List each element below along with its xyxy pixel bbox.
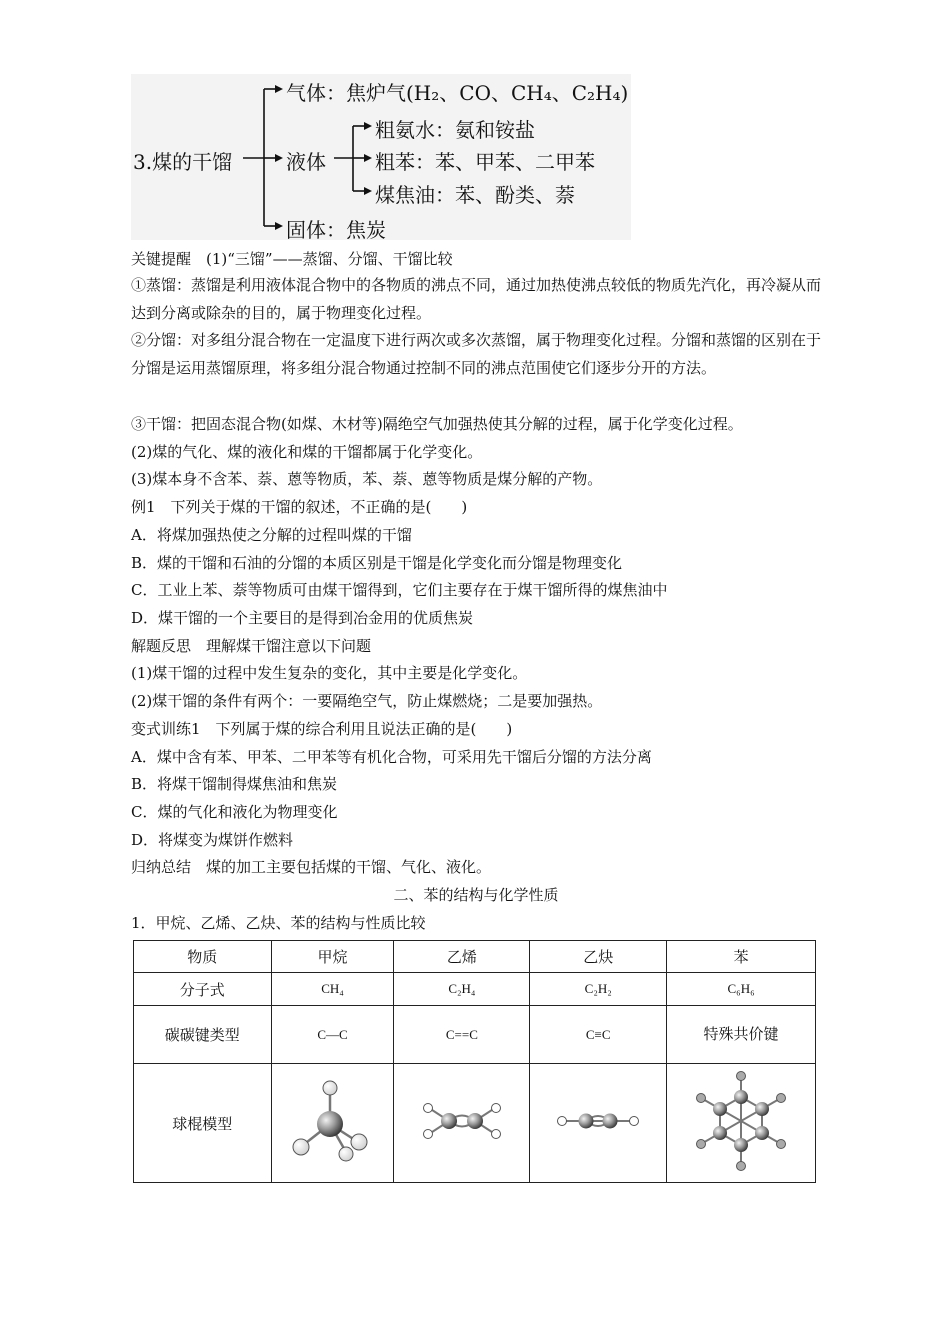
comparison-table bbox=[133, 940, 816, 1183]
table-header-cell: 甲烷 bbox=[271, 941, 394, 973]
table-header-cell: 苯 bbox=[667, 941, 816, 973]
example-question: 例1 下列关于煤的干馏的叙述，不正确的是( ) bbox=[131, 498, 468, 516]
diagram-liquid: 液体 bbox=[286, 150, 326, 174]
exercise-option: B．将煤干馏制得煤焦油和焦炭 bbox=[131, 775, 338, 793]
diagram-liquid-item: 粗氨水：氨和铵盐 bbox=[375, 118, 535, 142]
exercise-option: D．将煤变为煤饼作燃料 bbox=[131, 831, 294, 849]
tips-paragraph: ②分馏：对多组分混合物在一定温度下进行两次或多次蒸馏，属于物理变化过程。分馏和蒸馏的区别在于分馏是运用蒸馏原理，将多组分混合物通过控制不同的沸点范围使它们逐步分开的方法。 bbox=[131, 331, 822, 377]
acetylene-model-icon bbox=[553, 1101, 643, 1141]
summary: 归纳总结 煤的加工主要包括煤的干馏、气化、液化。 bbox=[131, 858, 492, 876]
table-header-cell: 乙烯 bbox=[394, 941, 530, 973]
table-header-cell: 乙炔 bbox=[530, 941, 667, 973]
diagram-solid: 固体：焦炭 bbox=[286, 218, 386, 242]
diagram-liquid-item: 粗苯：苯、甲苯、二甲苯 bbox=[375, 150, 595, 174]
reflection-item: (2)煤干馏的条件有两个：一要隔绝空气，防止煤燃烧；二是要加强热。 bbox=[131, 692, 603, 710]
row-label: 分子式 bbox=[134, 973, 272, 1006]
methane-model-icon bbox=[288, 1076, 378, 1166]
tips-title: 关键提醒 (1)“三馏”——蒸馏、分馏、干馏比较 bbox=[131, 250, 453, 268]
example-option: C．工业上苯、萘等物质可由煤干馏得到，它们主要存在于煤干馏所得的煤焦油中 bbox=[131, 581, 668, 599]
bond-cell: C==C bbox=[394, 1006, 530, 1064]
ethylene-model-icon bbox=[417, 1096, 507, 1146]
bond-cell: C≡C bbox=[530, 1006, 667, 1064]
table-row bbox=[134, 1006, 816, 1064]
example-option: A．将煤加强热使之分解的过程叫煤的干馏 bbox=[131, 526, 412, 544]
tips-paragraph: (2)煤的气化、煤的液化和煤的干馏都属于化学变化。 bbox=[131, 443, 483, 461]
exercise-option: C．煤的气化和液化为物理变化 bbox=[131, 803, 338, 821]
section-title: 二、苯的结构与化学性质 bbox=[393, 886, 559, 904]
model-cell bbox=[394, 1064, 530, 1183]
comparison-title: 1．甲烷、乙烯、乙炔、苯的结构与性质比较 bbox=[131, 914, 426, 932]
formula-cell: C₆H₆ bbox=[667, 973, 816, 1006]
reflection-title: 解题反思 理解煤干馏注意以下问题 bbox=[131, 637, 372, 655]
row-label: 球棍模型 bbox=[134, 1064, 272, 1183]
model-cell bbox=[667, 1064, 816, 1183]
model-cell bbox=[271, 1064, 394, 1183]
exercise-question: 变式训练1 下列属于煤的综合利用且说法正确的是( ) bbox=[131, 720, 513, 738]
coal-distillation-diagram bbox=[131, 74, 631, 240]
reflection-item: (1)煤干馏的过程中发生复杂的变化，其中主要是化学变化。 bbox=[131, 664, 528, 682]
diagram-gas: 气体：焦炉气(H₂、CO、CH₄、C₂H₄) bbox=[286, 81, 629, 105]
diagram-liquid-item: 煤焦油：苯、酚类、萘 bbox=[375, 183, 575, 207]
model-cell bbox=[530, 1064, 667, 1183]
example-option: D．煤干馏的一个主要目的是得到冶金用的优质焦炭 bbox=[131, 609, 474, 627]
formula-cell: C₂H₂ bbox=[530, 973, 667, 1006]
formula-cell: C₂H₄ bbox=[394, 973, 530, 1006]
tips-paragraph: ③干馏：把固态混合物(如煤、木材等)隔绝空气加强热使其分解的过程，属于化学变化过程。 bbox=[131, 415, 743, 433]
tips-paragraph: ①蒸馏：蒸馏是利用液体混合物中的各物质的沸点不同，通过加热使沸点较低的物质先汽化，再冷凝从而达到分离或除杂的目的，属于物理变化过程。 bbox=[131, 276, 822, 322]
tips-paragraph: (3)煤本身不含苯、萘、蒽等物质，苯、萘、蒽等物质是煤分解的产物。 bbox=[131, 470, 603, 488]
table-header-cell: 物质 bbox=[134, 941, 272, 973]
formula-cell: CH₄ bbox=[271, 973, 394, 1006]
benzene-bond-text: 特殊共价键 bbox=[703, 1025, 779, 1043]
table-row bbox=[134, 941, 816, 973]
table-row bbox=[134, 1064, 816, 1183]
row-label: 碳碳键类型 bbox=[134, 1006, 272, 1064]
table-row bbox=[134, 973, 816, 1006]
bond-cell: C—C bbox=[271, 1006, 394, 1064]
example-option: B．煤的干馏和石油的分馏的本质区别是干馏是化学变化而分馏是物理变化 bbox=[131, 554, 623, 572]
exercise-option: A．煤中含有苯、甲苯、二甲苯等有机化合物，可采用先干馏后分馏的方法分离 bbox=[131, 748, 652, 766]
bond-cell bbox=[667, 1006, 816, 1064]
benzene-model-icon bbox=[691, 1071, 791, 1171]
diagram-root: 3.煤的干馏 bbox=[133, 150, 233, 174]
